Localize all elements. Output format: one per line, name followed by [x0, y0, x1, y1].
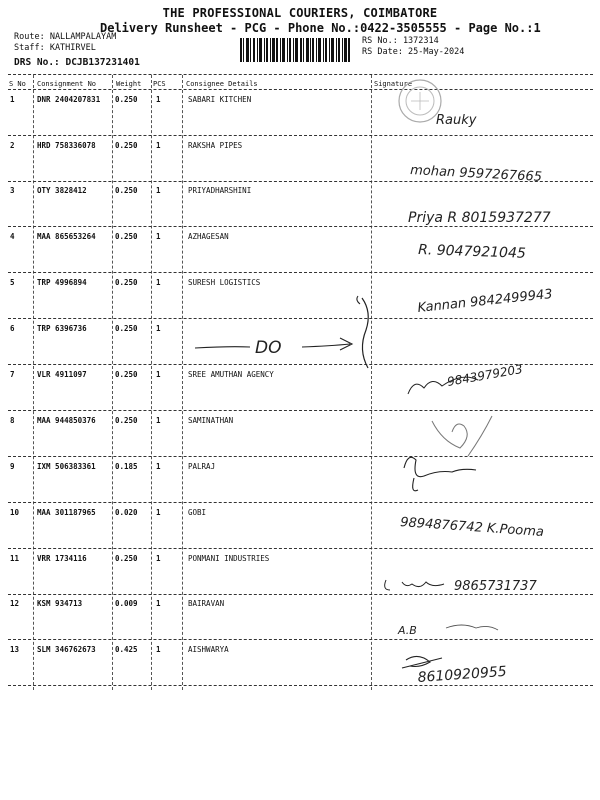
cell-consignee: SABARI KITCHEN — [188, 95, 252, 104]
cell-sno: 6 — [10, 324, 15, 333]
runsheet-subtitle: Delivery Runsheet - PCG - Phone No.:0422-3505555 - Page No.:1 — [100, 21, 541, 35]
cell-consignment: MAA 944850376 — [37, 416, 96, 425]
cell-consignee: SURESH LOGISTICS — [188, 278, 261, 287]
cell-consignment: VLR 4911097 — [37, 370, 87, 379]
col-header-weight: Weight — [116, 80, 142, 88]
cell-consignee: PRIYADHARSHINI — [188, 186, 252, 195]
cell-pcs: 1 — [156, 95, 161, 104]
cell-consignee: AISHWARYA — [188, 645, 229, 654]
col-header-sno: S No — [9, 80, 26, 88]
cell-sno: 13 — [10, 645, 20, 654]
cell-pcs: 1 — [156, 324, 161, 333]
cell-consignee: PONMANI INDUSTRIES — [188, 554, 270, 563]
rs-number: RS No.: 1372314 — [362, 36, 439, 46]
cell-weight: 0.185 — [115, 462, 138, 471]
signature-9-scrawl — [404, 457, 476, 490]
cell-pcs: 1 — [156, 599, 161, 608]
cell-sno: 12 — [10, 599, 20, 608]
cell-weight: 0.250 — [115, 554, 138, 563]
col-divider — [151, 75, 152, 690]
cell-consignment: MAA 865653264 — [37, 232, 96, 241]
col-divider — [182, 75, 183, 690]
cell-pcs: 1 — [156, 508, 161, 517]
cell-weight: 0.009 — [115, 599, 138, 608]
cell-consignee: RAKSHA PIPES — [188, 141, 243, 150]
barcode-image — [240, 38, 350, 62]
company-title: THE PROFESSIONAL COURIERS, COIMBATORE — [162, 6, 438, 20]
cell-pcs: 1 — [156, 416, 161, 425]
cell-weight: 0.250 — [115, 141, 138, 150]
cell-pcs: 1 — [156, 370, 161, 379]
ditto-mark — [190, 290, 375, 380]
signature-11: 9865731737 — [454, 579, 537, 594]
cell-sno: 7 — [10, 370, 15, 379]
col-divider — [112, 75, 113, 690]
cell-consignment: MAA 301187965 — [37, 508, 96, 517]
cell-weight: 0.020 — [115, 508, 138, 517]
cell-pcs: 1 — [156, 232, 161, 241]
cell-consignment: HRD 758336078 — [37, 141, 96, 150]
cell-consignment: TRP 4996894 — [37, 278, 87, 287]
cell-sno: 4 — [10, 232, 15, 241]
cell-consignee: GOBI — [188, 508, 207, 517]
signature-13: 8610920955 — [417, 663, 508, 686]
cell-sno: 3 — [10, 186, 15, 195]
signature-12: A.B — [398, 624, 417, 637]
cell-sno: 1 — [10, 95, 15, 104]
cell-weight: 0.250 — [115, 95, 138, 104]
route-label: Route: NALLAMPALAYAM — [14, 32, 117, 42]
col-divider — [33, 75, 34, 690]
cell-weight: 0.250 — [115, 186, 138, 195]
signature-11-scrawl — [385, 580, 444, 590]
signature-7: 9843979203 — [446, 361, 524, 389]
header-top-rule — [8, 74, 593, 75]
signature-8-scrawl — [432, 416, 492, 456]
col-header-consignee: Consignee Details — [186, 80, 258, 88]
col-header-signature: Signature — [374, 80, 412, 88]
signature-1: Rauky — [436, 113, 477, 128]
cell-sno: 5 — [10, 278, 15, 287]
cell-consignment: IXM 506383361 — [37, 462, 96, 471]
cell-consignment: KSM 934713 — [37, 599, 83, 608]
cell-consignment: VRR 1734116 — [37, 554, 87, 563]
col-header-pcs: PCS — [153, 80, 166, 88]
cell-consignee: AZHAGESAN — [188, 232, 229, 241]
cell-consignee: BAIRAVAN — [188, 599, 225, 608]
cell-consignment: OTY 3828412 — [37, 186, 87, 195]
cell-pcs: 1 — [156, 278, 161, 287]
drs-number: DRS No.: DCJB137231401 — [14, 57, 140, 68]
cell-sno: 9 — [10, 462, 15, 471]
cell-consignee: PALRAJ — [188, 462, 216, 471]
cell-weight: 0.250 — [115, 370, 138, 379]
signature-4: R. 9047921045 — [417, 242, 527, 262]
signature-area — [372, 76, 597, 696]
staff-label: Staff: KATHIRVEL — [14, 43, 96, 53]
cell-sno: 11 — [10, 554, 20, 563]
cell-weight: 0.250 — [115, 324, 138, 333]
cell-pcs: 1 — [156, 141, 161, 150]
signature-10: 9894876742 K.Pooma — [399, 515, 545, 541]
cell-weight: 0.250 — [115, 232, 138, 241]
cell-consignment: SLM 346762673 — [37, 645, 96, 654]
signature-12-scrawl — [446, 625, 498, 630]
signature-2: mohan 9597267665 — [409, 163, 543, 185]
cell-consignment: TRP 6396736 — [37, 324, 87, 333]
signature-3: Priya R 8015937277 — [408, 210, 551, 226]
cell-weight: 0.425 — [115, 645, 138, 654]
cell-sno: 8 — [10, 416, 15, 425]
cell-consignee: SREE AMUTHAN AGENCY — [188, 370, 274, 379]
signature-5: Kannan 9842499943 — [416, 286, 554, 316]
cell-pcs: 1 — [156, 645, 161, 654]
cell-weight: 0.250 — [115, 416, 138, 425]
cell-sno: 2 — [10, 141, 15, 150]
cell-pcs: 1 — [156, 186, 161, 195]
signature-13-scrawl — [402, 656, 442, 668]
cell-weight: 0.250 — [115, 278, 138, 287]
cell-pcs: 1 — [156, 462, 161, 471]
rs-date: RS Date: 25-May-2024 — [362, 47, 465, 57]
ditto-text: DO — [255, 338, 282, 358]
cell-sno: 10 — [10, 508, 20, 517]
cell-consignment: DNR 2404207831 — [37, 95, 101, 104]
col-header-consignment: Consignment No — [37, 80, 97, 88]
cell-consignee: SAMINATHAN — [188, 416, 234, 425]
cell-pcs: 1 — [156, 554, 161, 563]
